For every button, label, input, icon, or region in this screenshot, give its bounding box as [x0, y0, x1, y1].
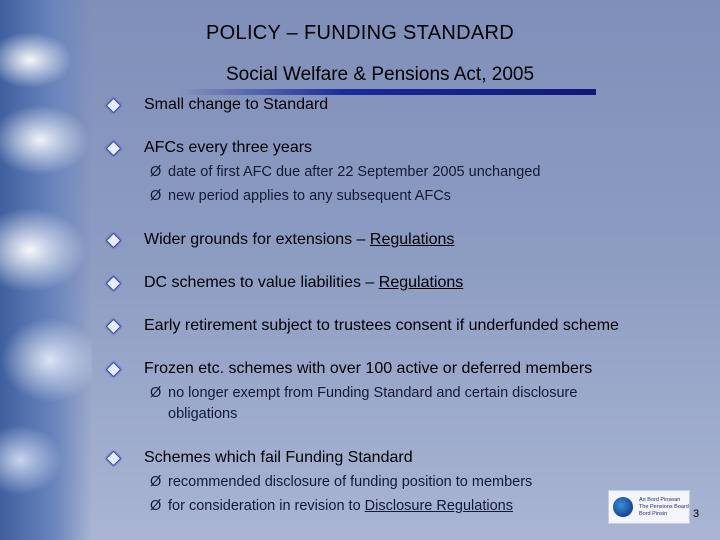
bullet-diamond-icon: [106, 141, 122, 157]
sub-bullet-item: [150, 164, 540, 180]
bullet-text: Small change to Standard: [144, 96, 329, 113]
sub-bullet-text: for consideration in revision to Disclosure Regulations: [168, 498, 513, 514]
sub-bullet-text: obligations: [168, 406, 238, 422]
bullet-item: [108, 139, 312, 157]
regulations-link[interactable]: Regulations: [378, 274, 464, 291]
sub-bullet-item: [150, 474, 532, 490]
bullet-text: Wider grounds for extensions –: [144, 231, 370, 248]
logo-text: An Bord Pinsean The Pensions Board Bord Pinsin: [639, 496, 689, 517]
title-underline: [180, 89, 596, 95]
disclosure-regulations-link[interactable]: Disclosure Regulations: [364, 498, 513, 514]
bullet-diamond-icon: [106, 233, 122, 249]
arrow-bullet-icon: Ø: [150, 188, 162, 204]
page-title: POLICY – FUNDING STANDARD: [206, 22, 514, 44]
bullet-item: [108, 231, 454, 249]
bullet-diamond-icon: [106, 362, 122, 378]
sub-bullet-text: new period applies to any subsequent AFCs: [168, 188, 451, 204]
bullet-text: Schemes which fail Funding Standard: [144, 449, 413, 466]
bullet-diamond-icon: [106, 98, 122, 114]
sub-bullet-text: recommended disclosure of funding position to members: [168, 474, 533, 490]
sub-bullet-text: date of first AFC due after 22 September 2005 unchanged: [168, 164, 541, 180]
bullet-item: [108, 96, 328, 114]
arrow-bullet-icon: Ø: [150, 385, 162, 401]
bullet-item: [108, 274, 463, 292]
arrow-bullet-icon: Ø: [150, 164, 162, 180]
sub-bullet-item: [150, 188, 451, 204]
page-subtitle: Social Welfare & Pensions Act, 2005: [225, 64, 535, 85]
sub-bullet-text: no longer exempt from Funding Standard and certain disclosure: [168, 385, 578, 401]
arrow-bullet-icon: Ø: [150, 498, 162, 514]
sub-bullet-item: [150, 385, 577, 401]
logo-emblem-icon: [613, 497, 633, 517]
pensions-board-logo: [608, 490, 690, 524]
sub-bullet-item: [150, 498, 513, 514]
bullet-diamond-icon: [106, 276, 122, 292]
bullet-item: [108, 360, 592, 378]
page-number: 3: [693, 508, 700, 520]
bullet-text: Early retirement subject to trustees consent if underfunded scheme: [144, 317, 619, 334]
bullet-text: DC schemes to value liabilities –: [144, 274, 379, 291]
bullet-diamond-icon: [106, 319, 122, 335]
bullet-item: [108, 317, 619, 335]
bullet-text: Frozen etc. schemes with over 100 active or deferred members: [144, 360, 593, 377]
bullet-item: [108, 449, 413, 467]
regulations-link[interactable]: Regulations: [369, 231, 455, 248]
bullet-text: AFCs every three years: [144, 139, 313, 156]
arrow-bullet-icon: Ø: [150, 474, 162, 490]
sub-bullet-continuation: [150, 406, 237, 422]
bullet-diamond-icon: [106, 451, 122, 467]
